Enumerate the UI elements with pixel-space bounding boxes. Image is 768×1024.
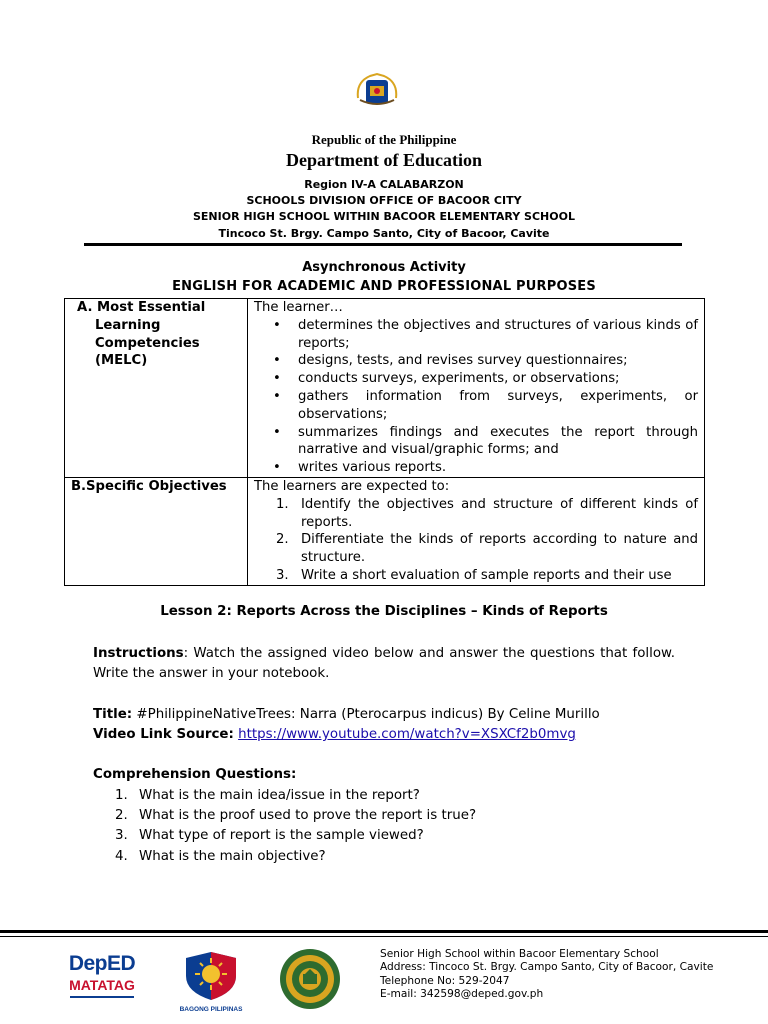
deped-seal-icon: [352, 70, 402, 108]
item-text: What is the main idea/issue in the report?: [139, 788, 420, 803]
lesson-title: Lesson 2: Reports Across the Disciplines – Kinds of Reports: [160, 604, 608, 619]
bagong-pilipinas-caption: BAGONG PILIPINAS: [179, 1006, 243, 1013]
item-text: Write a short evaluation of sample reports and their use: [301, 567, 672, 583]
header-divider: [84, 243, 682, 246]
item-text: What is the main objective?: [139, 848, 326, 864]
list-item: • writes various reports.: [298, 459, 698, 477]
video-title-line: [93, 705, 675, 725]
item-number: 3.: [115, 828, 128, 844]
list-item: [115, 847, 476, 867]
instructions-text: : Watch the assigned video below and answer the questions that follow. Write the answer in your notebook.: [93, 646, 675, 681]
melc-table: [64, 298, 705, 586]
melc-intro: The learner…: [254, 300, 343, 315]
item-number: 1.: [276, 496, 289, 512]
melc-label: [65, 299, 248, 478]
list-item: [276, 567, 698, 585]
department-heading: Department of Education: [286, 150, 482, 170]
melc-list: [254, 317, 698, 477]
region-line: Region IV-A CALABARZON: [304, 178, 464, 191]
footer-contact: [380, 948, 713, 1002]
questions-list: [93, 786, 476, 867]
video-title-label: Title:: [93, 707, 133, 722]
objectives-label: B.Specific Objectives: [65, 477, 248, 585]
list-item: • conducts surveys, experiments, or observations;: [298, 370, 698, 388]
address-line: Tincoco St. Brgy. Campo Santo, City of Bacoor, Cavite: [218, 227, 550, 240]
item-number: 4.: [115, 848, 128, 864]
list-item: [276, 496, 698, 532]
item-text: What type of report is the sample viewed?: [139, 828, 424, 844]
list-item: • designs, tests, and revises survey questionnaires;: [298, 352, 698, 370]
activity-type: Asynchronous Activity: [302, 260, 466, 275]
list-item: • gathers information from surveys, experiments, or observations;: [298, 388, 698, 424]
list-item: [276, 531, 698, 567]
video-link-label: Video Link Source:: [93, 727, 234, 742]
division-line: SCHOOLS DIVISION OFFICE OF BACOOR CITY: [246, 194, 522, 207]
list-item: [115, 826, 476, 846]
matatag-logo-text: MATATAG: [69, 977, 135, 993]
deped-logo-text: DepED: [68, 952, 136, 975]
objectives-intro: The learners are expected to:: [254, 478, 450, 494]
melc-label-line: Learning: [95, 317, 161, 333]
footer-divider: [0, 930, 768, 933]
bagong-pilipinas-sun-icon: [172, 946, 250, 1002]
instructions-paragraph: [93, 644, 675, 684]
questions-heading: Comprehension Questions:: [93, 767, 297, 782]
bagong-pilipinas-logo: [172, 946, 250, 1016]
melc-label-line: (MELC): [95, 353, 148, 369]
item-text: Identify the objectives and structure of different kinds of reports.: [301, 496, 698, 530]
list-item: [115, 786, 476, 806]
footer-address: Address: Tincoco St. Brgy. Campo Santo, City of Bacoor, Cavite: [380, 961, 714, 974]
item-text: Differentiate the kinds of reports according to nature and structure.: [301, 532, 698, 566]
footer-telephone: Telephone No: 529-2047: [380, 974, 510, 987]
footer-email: E-mail: 342598@deped.gov.ph: [380, 988, 544, 1001]
objectives-list: [254, 496, 698, 585]
footer-school: Senior High School within Bacoor Elementary School: [380, 948, 659, 960]
objectives-content: [248, 477, 705, 585]
objectives-row: [65, 477, 705, 585]
item-number: 3.: [276, 567, 289, 583]
item-number: 1.: [115, 788, 128, 803]
republic-heading: Republic of the Philippine: [311, 132, 457, 147]
instructions-label: Instructions: [93, 646, 184, 661]
list-item: [115, 806, 477, 826]
item-number: 2.: [276, 532, 289, 548]
video-title-value: #PhilippineNativeTrees: Narra (Pterocarpus indicus) By Celine Murillo: [132, 707, 600, 722]
school-seal-icon: [276, 948, 344, 1010]
school-line: SENIOR HIGH SCHOOL WITHIN BACOOR ELEMENTARY SCHOOL: [193, 210, 575, 223]
footer-divider-thin: [0, 936, 768, 937]
item-number: 2.: [115, 808, 128, 824]
melc-content: [248, 299, 705, 478]
melc-row: [65, 299, 705, 478]
logo-underline: [70, 996, 134, 998]
list-item: • summarizes findings and executes the report through narrative and visual/graphic forms; and: [298, 424, 698, 460]
melc-label-line: Competencies: [95, 335, 200, 351]
list-item: • determines the objectives and structures of various kinds of reports;: [298, 317, 698, 353]
subject-title: ENGLISH FOR ACADEMIC AND PROFESSIONAL PURPOSES: [172, 279, 596, 294]
melc-label-line: A. Most Essential: [77, 300, 206, 315]
video-link-line: [93, 725, 675, 745]
video-link[interactable]: https://www.youtube.com/watch?v=XSXCf2b0mvg: [238, 727, 576, 742]
item-text: What is the proof used to prove the report is true?: [139, 808, 477, 824]
deped-matatag-logo: [64, 952, 140, 1014]
